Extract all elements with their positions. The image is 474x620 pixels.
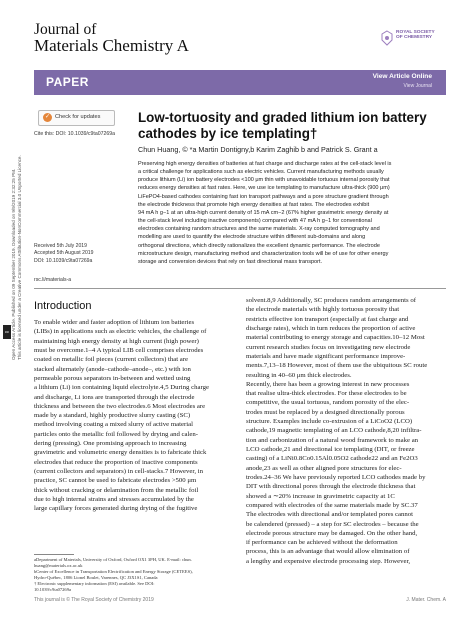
body-line: cathode,19 magnetic templating of an LCO cathode,8,20 infiltra- <box>246 427 422 435</box>
body-line: a lithium (Li) ion containing liquid electrolyte.4,5 During charge <box>34 384 209 392</box>
abstract-line: modelling are used to quantify the electrode structure within different sub-domains and along <box>138 234 366 241</box>
body-column-right <box>246 296 446 566</box>
view-journal-link[interactable]: View Journal <box>403 83 432 89</box>
body-line: solvent.8,9 Additionally, SC produces random arrangements of <box>246 297 416 304</box>
author-list: Chun Huang, © *a Martin Dontigny,b Karim Zaghib b and Patrick S. Grant a <box>138 145 378 154</box>
abstract <box>138 160 444 266</box>
article-title-line: Low-tortuosity and graded lithium ion battery <box>138 110 427 125</box>
journal-title-line2: Materials Chemistry A <box>34 36 189 55</box>
article-title <box>138 110 438 141</box>
footer-journal-abbrev: J. Mater. Chem. A <box>406 597 446 603</box>
rsc-logo-line1: ROYAL SOCIETY <box>396 30 435 35</box>
footnote-line: huang@materials.ox.ac.uk <box>34 563 83 569</box>
body-line: structure. Examples include co-extrusion of a LiCoO2 (LCO) <box>246 418 413 426</box>
rsc-logo[interactable] <box>380 28 440 58</box>
cc-license-icon[interactable]: cc <box>3 325 11 339</box>
license-line: This article is licensed under a Creative Commons Attribution-NonCommercial 3.0 Unported Licence. <box>16 155 22 360</box>
footnote-line: † Electronic supplementary information (ESI) available. See DOI: <box>34 581 155 587</box>
body-line: electrodes that reduce the proportion of inactive components <box>34 458 198 466</box>
body-line: process, this is an advantage that would allow elimination of <box>246 548 410 556</box>
body-line: compared with electrodes of the same materials made by SC.37 <box>246 501 418 509</box>
received-dates <box>34 243 93 265</box>
body-line: trodes.24–36 We have previously reported LCO cathodes made by <box>246 473 426 481</box>
accepted-date: Accepted 5th August 2019 <box>34 250 94 257</box>
cite-this-doi[interactable]: Cite this: DOI: 10.1039/c9ta07269a <box>34 131 116 137</box>
abstract-line: electrodes containing random structures and the same materials. X-ray computed tomography and <box>138 226 380 233</box>
article-doi[interactable]: DOI: 10.1039/c9ta07269a <box>34 257 93 264</box>
body-line: due to high internal strains and stresses accumulated by the <box>34 495 194 503</box>
body-line: that realise ultra-thick electrodes. For these electrodes to be <box>246 390 407 398</box>
body-line: dering (pressing). One promising approach to increasing <box>34 440 187 448</box>
view-article-online-link[interactable]: View Article Online <box>372 73 432 80</box>
body-column-left <box>34 318 234 514</box>
body-line: materials and have made significant performance improve- <box>246 352 406 360</box>
abstract-line: reduces energy densities at fast rates. Here, we use ice templating to manufacture ultra-thick (900 μm) <box>138 185 390 192</box>
body-line: method involving coating a mixed slurry of active material <box>34 421 193 429</box>
body-line: made by a standard, highly productive slurry casting (SC) <box>34 412 191 420</box>
abstract-line: the cell-stack level including inactive components) compared with 47 mA h g−1 for conventional <box>138 218 372 225</box>
body-line: maintaining high energy density at high current (high power) <box>34 337 199 345</box>
abstract-line: a critical challenge for applications such as electric vehicles. Current manufacturing methods usually <box>138 169 384 176</box>
license-sidebar <box>0 0 22 620</box>
body-line: Recently, there has been a growing interest in new processes <box>246 380 410 388</box>
abstract-line: LiFePO4-based cathodes containing fast ion transport pathways and a pore structure gradient through <box>138 193 389 200</box>
body-line: material contributing to energy storage and capacities.10–12 Most <box>246 334 425 342</box>
body-line: be calendered (pressed) – a step for SC electrodes – because the <box>246 520 419 528</box>
license-line: Open Access Article. Published on 09 September 2019. Downloaded on 9/9/2019 2:32:25 PM. <box>11 168 16 360</box>
journal-link[interactable]: rsc.li/materials-a <box>34 277 72 283</box>
body-line: ments.7,13–18 However, most of them use the ubiquitous SC route <box>246 362 428 370</box>
article-title-line: cathodes by ice templating† <box>138 125 318 141</box>
section-heading-introduction: Introduction <box>34 300 92 312</box>
check-updates-icon: ✓ <box>44 114 51 120</box>
footnote-line[interactable]: 10.1039/c9ta07269a <box>34 587 71 593</box>
body-line: The electrodes with directional and/or templated pores cannot <box>246 511 413 519</box>
article-type-banner <box>34 70 446 95</box>
body-line: coated on metallic foil pieces (current collectors) that are <box>34 356 189 364</box>
journal-title <box>34 22 189 54</box>
body-line: gravimetric and volumetric energy densities is to fabricate thick <box>34 449 207 457</box>
body-line: casting) of a LiNi0.8Co0.15Al0.05O2 cathode22 and an Fe2O3 <box>246 455 418 463</box>
rsc-logo-text <box>396 30 435 40</box>
abstract-line: 94 mA h g−1 at an ultra-high current density of 15 mA cm−2 (67% higher gravimetric energy density at <box>138 209 389 216</box>
body-line: trodes must be replaced by a designed directionally porous <box>246 408 405 416</box>
body-line: if performance can be achieved without the deformation <box>246 539 398 547</box>
body-line: LCO cathode,21 and directional ice templating (DIT, or freeze <box>246 446 415 453</box>
footnote-divider <box>34 554 74 555</box>
rsc-logo-line2: OF CHEMISTRY <box>396 35 433 41</box>
body-line: and discharge, Li ions are transported through the electrode <box>34 393 195 401</box>
abstract-line: the electrode thickness that promote high energy densities at fast rates. The electrodes exhibit <box>138 201 370 208</box>
body-line: restricts effective ion transport (especially at fast charge and <box>246 315 409 323</box>
body-line: large capillary forces generated during drying of the fugitive <box>34 505 198 513</box>
abstract-line: Preserving high energy densities of batteries at fast charge and discharge rates at the cell-stack level is <box>138 161 392 167</box>
check-updates-label: Check for updates <box>55 114 101 120</box>
license-text <box>11 30 23 360</box>
body-line: electrode porous structure may be damaged. On the other hand, <box>246 529 418 537</box>
body-line: DIT with directional pores through the electrode thickness that <box>246 483 416 491</box>
body-line: competitive, the usual tortuous, random porosity of the elec- <box>246 399 410 407</box>
body-line: resulting in 40–60 μm thick electrodes. <box>246 371 352 379</box>
article-type-label: PAPER <box>46 75 89 89</box>
body-line: discharge rates), which in turn reduces the proportion of active <box>246 324 416 332</box>
body-line: thickness and between the two electrodes.6 Most electrodes are <box>34 402 206 410</box>
body-line: current research studies focus on investigating new electrode <box>246 343 411 351</box>
footer-copyright: This journal is © The Royal Society of Chemistry 2019 <box>34 597 154 603</box>
footnote-line: bCenter of Excellence in Transportation Electrification and Energy Storage (CETEES), <box>34 569 193 575</box>
body-line: To enable wider and faster adoption of lithium ion batteries <box>34 319 195 326</box>
body-line: the electrode materials with highly tortuous porosity that <box>246 306 400 314</box>
body-line: showed a ∼20% increase in gravimetric capacity at 1C <box>246 492 395 500</box>
abstract-line: produce lithium (Li) ion battery electrodes <100 μm thin with unavoidable tortuous internal porosity that <box>138 177 390 184</box>
received-date: Received 5th July 2019 <box>34 243 87 249</box>
body-line: practice, SC cannot be used to fabricate electrodes >500 μm <box>34 477 197 485</box>
body-line: (current collectors and separators) in cell-stacks.7 However, in <box>34 468 203 475</box>
footnote-line: aDepartment of Materials, University of Oxford, Oxford OX1 3PH, UK. E-mail: chun. <box>34 557 192 562</box>
rsc-crest-icon <box>380 30 394 46</box>
body-line: (LIBs) in applications such as electric vehicles, the challenge of <box>34 328 207 336</box>
abstract-line: microstructure design, manufacturing method and characterization tools will be of use for other energy <box>138 250 389 257</box>
body-line: thick without cracking or delamination from the metallic foil <box>34 486 199 494</box>
section-divider <box>34 288 446 289</box>
body-line: tion and carbonization of a natural wood framework to make an <box>246 436 419 444</box>
body-line: stacked alternately (anode–cathode–anode–, etc.) with ion <box>34 365 191 373</box>
check-for-updates-button[interactable] <box>38 110 115 126</box>
body-line: particles onto the metallic foil followed by drying and calen- <box>34 430 199 438</box>
footnotes <box>34 557 234 593</box>
body-line: a lengthy and expensive electrode processing step. However, <box>246 557 411 565</box>
journal-title-line1: Journal of <box>34 21 97 38</box>
body-line: must be overcome.1–4 A typical LIB cell comprises electrodes <box>34 346 204 354</box>
body-line: permeable porous separators in-between and wetted using <box>34 374 191 382</box>
abstract-line: orthogonal directions, which directly rationalizes the excellent dynamic performance. The electrode <box>138 242 380 249</box>
abstract-line: storage and conversion devices that rely on fast directional mass transport. <box>138 258 323 265</box>
footnote-line: Hydro-Québec, 1806 Lionel Boulet, Varennes, QC J3X1S1, Canada <box>34 575 158 581</box>
body-line: anode,23 as well as other aligned pore structures for elec- <box>246 464 402 472</box>
